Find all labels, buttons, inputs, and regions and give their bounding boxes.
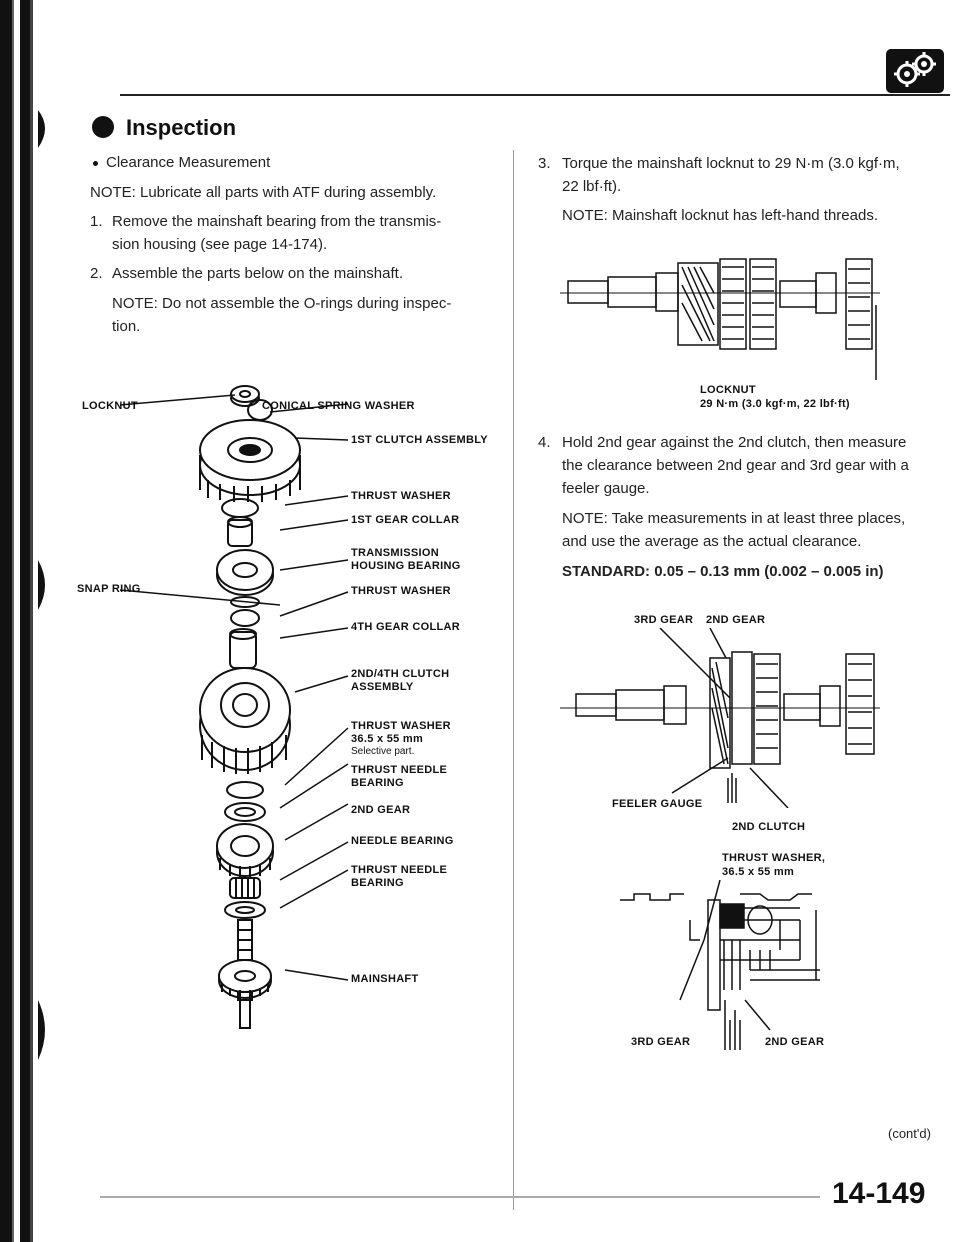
continued-label: (cont'd) bbox=[888, 1126, 931, 1141]
standard-spec: STANDARD: 0.05 – 0.13 mm (0.002 – 0.005 in) bbox=[562, 563, 884, 580]
label-3rd-gear: 3RD GEAR bbox=[631, 1036, 691, 1048]
label-4th-gear-collar: 4TH GEAR COLLAR bbox=[351, 621, 460, 633]
page-number: 14-149 bbox=[832, 1177, 926, 1210]
label-thrust-washer: THRUST WASHER bbox=[351, 585, 451, 597]
label-3rd-gear: 3RD GEAR bbox=[634, 614, 694, 626]
step-text: Remove the mainshaft bearing from the transmis- bbox=[112, 213, 442, 230]
step-note: and use the average as the actual clearance. bbox=[562, 533, 862, 550]
label-thrust-washer-selective: THRUST WASHER bbox=[351, 720, 451, 732]
label-2nd-gear: 2ND GEAR bbox=[351, 804, 411, 816]
label-1st-clutch: 1ST CLUTCH ASSEMBLY bbox=[351, 434, 488, 446]
note-lubricate: NOTE: Lubricate all parts with ATF during assembly. bbox=[90, 184, 437, 201]
label-2nd-4th-clutch: ASSEMBLY bbox=[351, 681, 414, 693]
footer-rule bbox=[100, 1196, 820, 1198]
label-torque-spec: 29 N·m (3.0 kgf·m, 22 lbf·ft) bbox=[700, 398, 850, 410]
step-text: sion housing (see page 14-174). bbox=[112, 236, 328, 253]
step-note: NOTE: Mainshaft locknut has left-hand threads. bbox=[562, 207, 878, 224]
feeler-gauge-diagram bbox=[560, 628, 890, 808]
mainshaft-locknut-diagram bbox=[560, 245, 890, 380]
step-note: NOTE: Do not assemble the O-rings during inspec- bbox=[112, 295, 452, 312]
label-2nd-4th-clutch: 2ND/4TH CLUTCH bbox=[351, 668, 450, 680]
label-thrust-needle-bearing: THRUST NEEDLE bbox=[351, 764, 448, 776]
label-housing-bearing: HOUSING BEARING bbox=[351, 560, 461, 572]
step-number: 2. bbox=[90, 265, 103, 282]
gear-transmission-icon bbox=[885, 48, 945, 94]
step-text: feeler gauge. bbox=[562, 480, 650, 497]
label-thrust-washer-size: 36.5 x 55 mm bbox=[351, 733, 424, 745]
column-divider bbox=[513, 150, 514, 1210]
label-mainshaft: MAINSHAFT bbox=[351, 973, 419, 985]
step-text: Assemble the parts below on the mainshaft. bbox=[112, 265, 403, 282]
label-2nd-gear: 2ND GEAR bbox=[765, 1036, 825, 1048]
step-text: Torque the mainshaft locknut to 29 N·m (3.0 kgf·m, bbox=[562, 155, 900, 172]
label-thrust-needle-bearing: THRUST NEEDLE bbox=[351, 864, 448, 876]
label-thrust-washer: THRUST WASHER, bbox=[722, 852, 826, 864]
section-bullet-icon bbox=[92, 116, 114, 138]
step-text: the clearance between 2nd gear and 3rd gear with a bbox=[562, 457, 909, 474]
label-locknut: LOCKNUT bbox=[82, 400, 138, 412]
step-note: tion. bbox=[112, 318, 141, 335]
label-selective-part: Selective part. bbox=[351, 746, 415, 757]
label-1st-gear-collar: 1ST GEAR COLLAR bbox=[351, 514, 460, 526]
step-number: 3. bbox=[538, 155, 551, 172]
step-number: 4. bbox=[538, 434, 551, 451]
header-rule bbox=[120, 94, 950, 96]
exploded-leaders bbox=[120, 380, 350, 1030]
step-note: NOTE: Take measurements in at least three places, bbox=[562, 510, 906, 527]
label-housing-bearing: TRANSMISSION bbox=[351, 547, 439, 559]
clearance-heading: Clearance Measurement bbox=[106, 154, 271, 171]
label-locknut: LOCKNUT bbox=[700, 384, 756, 396]
step-text: 22 lbf·ft). bbox=[562, 178, 622, 195]
label-thrust-needle-bearing: BEARING bbox=[351, 877, 404, 889]
label-thrust-washer: THRUST WASHER bbox=[351, 490, 451, 502]
label-thrust-needle-bearing: BEARING bbox=[351, 777, 404, 789]
label-feeler-gauge: FEELER GAUGE bbox=[612, 798, 703, 810]
step-text: Hold 2nd gear against the 2nd clutch, then measure bbox=[562, 434, 907, 451]
label-needle-bearing: NEEDLE BEARING bbox=[351, 835, 454, 847]
label-2nd-gear: 2ND GEAR bbox=[706, 614, 766, 626]
label-thrust-washer-size: 36.5 x 55 mm bbox=[722, 866, 795, 878]
label-conical-washer: CONICAL SPRING WASHER bbox=[262, 400, 415, 412]
section-title: Inspection bbox=[126, 115, 237, 140]
binding-edge bbox=[0, 0, 60, 1242]
bullet-dot-icon bbox=[93, 161, 98, 166]
cross-section-diagram bbox=[600, 880, 860, 1050]
label-snap-ring: SNAP RING bbox=[77, 583, 141, 595]
step-number: 1. bbox=[90, 213, 103, 230]
label-2nd-clutch: 2ND CLUTCH bbox=[732, 821, 806, 833]
